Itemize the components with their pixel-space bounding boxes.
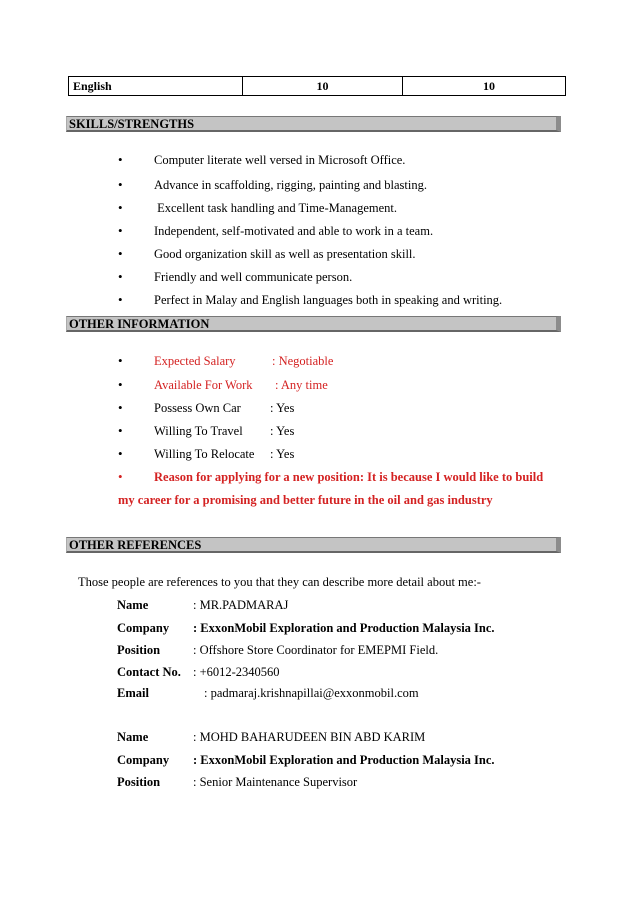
ref-label: Company <box>117 621 170 635</box>
info-value: : Any time <box>275 378 328 392</box>
skills-heading: SKILLS/STRENGTHS <box>66 116 561 132</box>
bullet-icon: • <box>118 377 123 392</box>
info-value: : Yes <box>270 401 295 415</box>
ref-value: : MR.PADMARAJ <box>193 598 289 612</box>
ref-label: Company <box>117 753 170 767</box>
ref-value: : Senior Maintenance Supervisor <box>193 775 358 789</box>
ref-value: : ExxonMobil Exploration and Production Malaysia Inc. <box>193 753 495 767</box>
ref-value: : +6012-2340560 <box>193 665 280 679</box>
info-value: : Yes <box>270 447 295 461</box>
bullet-icon: • <box>118 446 123 461</box>
info-value: : Negotiable <box>272 354 334 368</box>
other-references-heading: OTHER REFERENCES <box>66 537 561 553</box>
skill-text: Computer literate well versed in Microsoft Office. <box>154 153 406 167</box>
ref-label: Position <box>117 643 161 657</box>
info-value: : Yes <box>270 424 295 438</box>
skill-text: Friendly and well communicate person. <box>154 270 353 284</box>
bullet-icon: • <box>118 292 123 307</box>
reason-text-line2: my career for a promising and better future in the oil and gas industry <box>118 493 493 507</box>
references-intro: Those people are references to you that they can describe more detail about me:- <box>78 575 481 589</box>
ref-label: Position <box>117 775 161 789</box>
skill-text: Advance in scaffolding, rigging, painting and blasting. <box>154 178 427 192</box>
skill-text: Independent, self-motivated and able to work in a team. <box>154 224 434 238</box>
language-score-2: 10 <box>483 78 495 93</box>
info-label: Expected Salary <box>154 354 236 368</box>
ref-value: : Offshore Store Coordinator for EMEPMI Field. <box>193 643 439 657</box>
bullet-icon: • <box>118 269 123 284</box>
bullet-icon: • <box>118 353 123 368</box>
language-table-row <box>68 76 566 96</box>
ref-label: Email <box>117 686 149 700</box>
bullet-icon: • <box>118 177 123 192</box>
bullet-icon: • <box>118 400 123 415</box>
other-information-heading: OTHER INFORMATION <box>66 316 561 332</box>
language-score-1: 10 <box>243 77 403 95</box>
bullet-icon: • <box>118 246 123 261</box>
language-cell: English <box>69 77 243 95</box>
ref-label: Name <box>117 598 149 612</box>
skill-text: Excellent task handling and Time-Management. <box>154 201 398 215</box>
bullet-icon: • <box>118 200 123 215</box>
ref-email-link[interactable]: : padmaraj.krishnapillai@exxonmobil.com <box>204 686 419 700</box>
info-label: Willing To Relocate <box>154 447 255 461</box>
ref-label: Name <box>117 730 149 744</box>
bullet-icon: • <box>118 469 123 484</box>
bullet-icon: • <box>118 223 123 238</box>
skill-text: Perfect in Malay and English languages both in speaking and writing. <box>154 293 503 307</box>
ref-value: : MOHD BAHARUDEEN BIN ABD KARIM <box>193 730 426 744</box>
bullet-icon: • <box>118 423 123 438</box>
bullet-icon: • <box>118 152 123 167</box>
info-label: Willing To Travel <box>154 424 243 438</box>
info-label: Available For Work <box>154 378 253 392</box>
ref-label: Contact No. <box>117 665 181 679</box>
skill-text: Good organization skill as well as presentation skill. <box>154 247 416 261</box>
ref-value: : ExxonMobil Exploration and Production Malaysia Inc. <box>193 621 495 635</box>
reason-text-line1: Reason for applying for a new position: It is because I would like to build <box>154 470 544 484</box>
info-label: Possess Own Car <box>154 401 241 415</box>
